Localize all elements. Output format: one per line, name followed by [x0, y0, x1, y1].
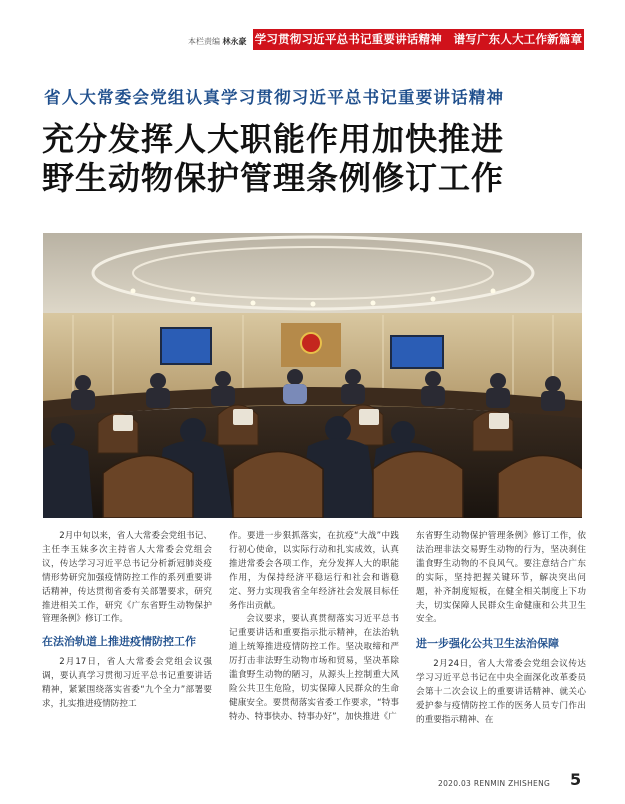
footer-issue-info [438, 779, 550, 788]
article-column-1 [42, 530, 212, 712]
paragraph-feb17: 2月17日，省人大常委会党组会议强调，要认真学习贯彻习近平总书记重要讲话精神，紧紧围绕落实省委“九个全力”部署要求，扎实推进疫情防控工 [42, 657, 212, 710]
paragraph-intro: 2月中旬以来，省人大常委会党组书记、主任李玉妹多次主持省人大常委会党组会议，传达学习习近平总书记分析新冠肺炎疫情形势研究加强疫情防控工作的系列重要讲话精神，传达贯彻省委有关部署要求，研究推进相关工作，研究《广东省野生动物保护管理条例》修订工作。 [42, 531, 212, 625]
article-column-2 [229, 530, 399, 725]
page-number: 5 [570, 770, 582, 789]
paragraph-feb24: 2月24日，省人大常委会党组会议传达学习习近平总书记在中央全面深化改革委员会第十二次会议上的重要讲话精神、就关心爱护参与疫情防控工作的医务人员专门作出的重要指示精神、在 [416, 659, 586, 725]
article-title-line-2: 野生动物保护管理条例修订工作 [42, 159, 505, 197]
paragraph-col2-continue: 作。要进一步狠抓落实，在抗疫“大战”中践行初心使命，以实际行动和扎实成效，认真推进常委会各项工作，充分发挥人大的职能作用，为保持经济平稳运行和社会和谐稳定、努力实现我省全年经济社会发展目标任务作出贡献。 [229, 531, 399, 611]
photo-screen-left [161, 328, 211, 364]
article-subtitle: 省人大常委会党组认真学习贯彻习近平总书记重要讲话精神 [44, 88, 505, 107]
section-heading-2: 进一步强化公共卫生法治保障 [416, 637, 559, 651]
paragraph-meeting-requirements: 会议要求，要认真贯彻落实习近平总书记重要讲话和重要指示批示精神，在法治轨道上统筹推进疫情防控工作。坚决取缔和严厉打击非法野生动物市场和贸易，坚决革除滥食野生动物的陋习，从源头上控制重大风险公共卫生危险，切实保障人民群众的生命健康安全。要贯彻落实省委工作要求，“特事特办、特事快办、特事办好”，加快推进《广 [229, 614, 399, 722]
editor-credit [188, 36, 247, 47]
paragraph-col3-continue: 东省野生动物保护管理条例》修订工作，依法治理非法交易野生动物的行为，坚决刹住滥食野生动物的不良风气。要注意结合广东的实际，坚持把握关键环节，解决突出问题，补齐制度短板，在健全相关制度上下功夫，切实保障人民群众生命健康和公共卫生安全。 [416, 531, 586, 625]
article-title-line-1: 充分发挥人大职能作用加快推进 [42, 120, 505, 158]
footer-magazine: RENMIN ZHISHENG [473, 779, 551, 788]
editor-label: 本栏责编 [188, 37, 220, 46]
section-heading-1: 在法治轨道上推进疫情防控工作 [42, 635, 196, 649]
article-column-3 [416, 530, 586, 728]
meeting-photo [43, 233, 582, 518]
photo-screen-right [391, 336, 443, 368]
column-banner: 学习贯彻习近平总书记重要讲话精神 谱写广东人大工作新篇章 [253, 29, 584, 50]
footer-issue: 2020.03 [438, 779, 472, 788]
photo-emblem [301, 333, 321, 353]
editor-name: 林永豪 [222, 37, 247, 46]
meeting-photo-illustration [43, 233, 582, 518]
